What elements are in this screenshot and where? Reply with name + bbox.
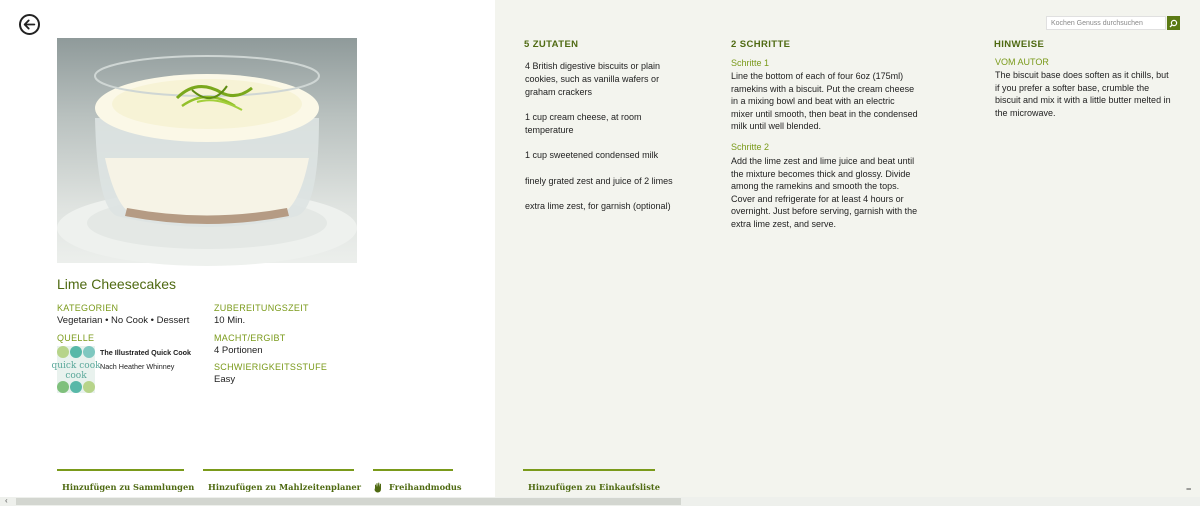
- hand-icon: [373, 482, 384, 493]
- handsfree-mode-label: Freihandmodus: [389, 482, 462, 492]
- add-to-collections-label: Hinzufügen zu Sammlungen: [62, 482, 195, 492]
- horizontal-scrollbar[interactable]: [0, 497, 1200, 506]
- handsfree-mode-button[interactable]: [373, 469, 462, 497]
- recipe-photo: [57, 38, 357, 263]
- zoom-out-button[interactable]: −: [1186, 484, 1192, 494]
- scrollbar-thumb[interactable]: [16, 498, 681, 505]
- back-button[interactable]: [19, 14, 40, 35]
- difficulty-label: SCHWIERIGKEITSSTUFE: [214, 362, 328, 372]
- ingredient-item: extra lime zest, for garnish (optional): [525, 201, 671, 211]
- difficulty-value: Easy: [214, 374, 236, 385]
- search-button[interactable]: [1167, 16, 1180, 30]
- prep-time-value: 10 Min.: [214, 315, 246, 326]
- source-label: QUELLE: [57, 333, 95, 343]
- categories-value: Vegetarian • No Cook • Dessert: [57, 315, 190, 326]
- recipe-title: Lime Cheesecakes: [57, 276, 177, 292]
- step-text: Add the lime zest and lime juice and beat until the mixture becomes thick and glossy. Divide among the ramekins and smooth the tops. Cover and refrigerate for at least 4 hours or overnight. Just before serving, garnish with the extra lime zest, and serve.: [731, 156, 918, 229]
- yield-label: MACHT/ERGIBT: [214, 333, 286, 343]
- add-to-meal-planner-label: Hinzufügen zu Mahlzeitenplaner: [208, 482, 362, 492]
- author-note-label: VOM AUTOR: [995, 57, 1049, 67]
- author-note-text: The biscuit base does soften as it chills, but if you prefer a softer base, crumble the biscuit and mix it with a little butter melted in the microwave.: [995, 70, 1171, 118]
- svg-text:quick cook: quick cook: [51, 361, 101, 371]
- add-to-collections-button[interactable]: [57, 469, 195, 497]
- step-text: Line the bottom of each of four 6oz (175ml) ramekins with a biscuit. Put the cream cheese in a mixing bowl and beat with an electric mixer until smooth, then beat in the condensed milk until well blended.: [731, 71, 918, 132]
- notes-heading: HINWEISE: [994, 39, 1045, 50]
- add-to-meal-planner-button[interactable]: [203, 469, 362, 497]
- svg-text:cook: cook: [65, 371, 87, 381]
- source-book-logo[interactable]: [51, 346, 101, 393]
- arrow-left-icon: [23, 18, 36, 31]
- ingredient-item: 1 cup cream cheese, at room temperature: [525, 112, 642, 135]
- search-input[interactable]: Kochen Genuss durchsuchen: [1046, 16, 1166, 30]
- search-icon: [1169, 19, 1178, 28]
- yield-value: 4 Portionen: [214, 345, 263, 356]
- source-book-title[interactable]: The Illustrated Quick Cook: [100, 348, 192, 357]
- ingredients-heading: 5 ZUTATEN: [524, 39, 579, 50]
- scroll-left-button[interactable]: ‹: [5, 496, 8, 505]
- step-label: Schritte 2: [731, 142, 770, 152]
- source-author: Nach Heather Whinney: [100, 362, 175, 371]
- categories-label: KATEGORIEN: [57, 303, 119, 313]
- add-to-shopping-list-label: Hinzufügen zu Einkaufsliste: [528, 482, 660, 492]
- add-to-shopping-list-button[interactable]: [523, 469, 660, 497]
- steps-heading: 2 SCHRITTE: [731, 39, 791, 50]
- ingredient-item: 4 British digestive biscuits or plain cookies, such as vanilla wafers or graham crackers: [525, 61, 661, 97]
- ingredient-item: 1 cup sweetened condensed milk: [525, 150, 659, 160]
- step-label: Schritte 1: [731, 58, 770, 68]
- ingredient-item: finely grated zest and juice of 2 limes: [525, 176, 673, 186]
- prep-time-label: ZUBEREITUNGSZEIT: [214, 303, 309, 313]
